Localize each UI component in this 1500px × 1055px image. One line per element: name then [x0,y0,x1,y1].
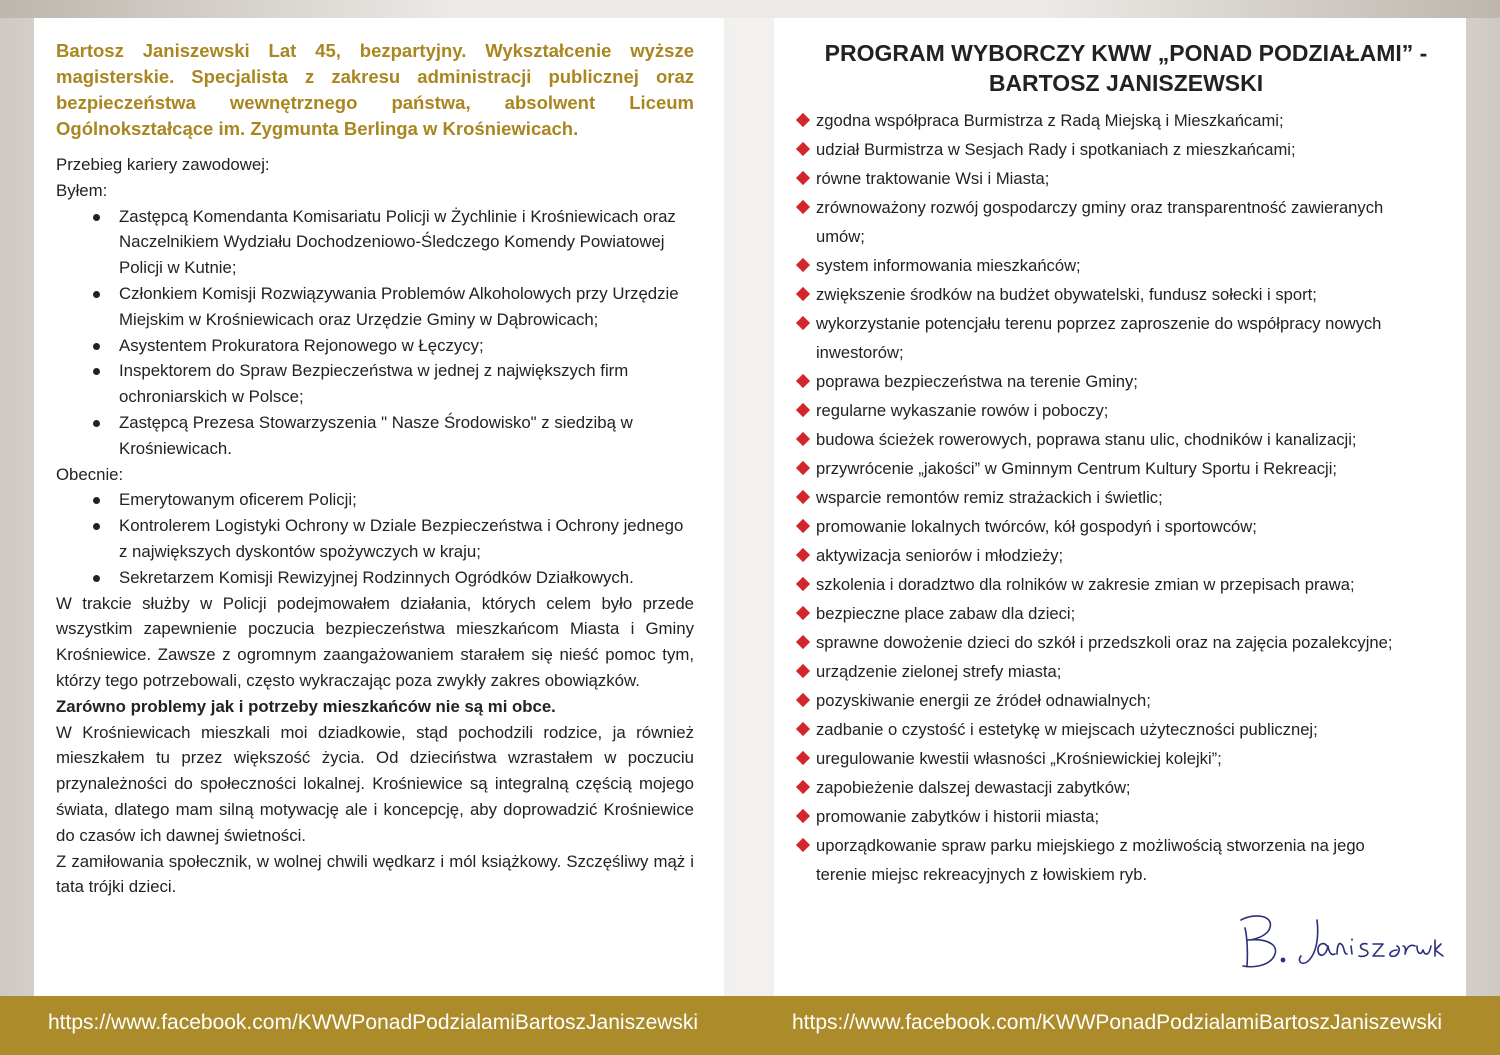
bullet-icon [93,368,100,375]
facebook-link-right[interactable]: https://www.facebook.com/KWWPonadPodzialamiBartoszJaniszewski [792,1011,1443,1034]
bold-statement: Zarówno problemy jak i potrzeby mieszkańców nie są mi obce. [56,696,556,716]
program-item: zadbanie o czystość i estetykę w miejscach użyteczności publicznej; [796,715,1456,744]
candidate-bio-panel [34,18,724,996]
diamond-bullet-icon [796,316,810,330]
program-item: bezpieczne place zabaw dla dzieci; [796,599,1456,628]
program-item: zrównoważony rozwój gospodarczy gminy oraz transparentność zawieranych umów; [796,193,1456,251]
bullet-icon [93,523,100,530]
program-item: uregulowanie kwestii własności „Krośniewickiej kolejki”; [796,744,1456,773]
program-item: zgodna współpraca Burmistrza z Radą Miejską i Mieszkańcami; [796,106,1456,135]
diamond-bullet-icon [796,374,810,388]
diamond-bullet-icon [796,461,810,475]
diamond-bullet-icon [796,403,810,417]
diamond-bullet-icon [796,258,810,272]
program-item: aktywizacja seniorów i młodzieży; [796,541,1456,570]
diamond-bullet-icon [796,432,810,446]
program-item: budowa ścieżek rowerowych, poprawa stanu ulic, chodników i kanalizacji; [796,425,1456,454]
diamond-bullet-icon [796,809,810,823]
current-positions-list [56,487,694,590]
program-item: udział Burmistrza w Sesjach Rady i spotkaniach z mieszkańcami; [796,135,1456,164]
diamond-bullet-icon [796,664,810,678]
diamond-bullet-icon [796,113,810,127]
bullet-icon [93,214,100,221]
list-item: Asystentem Prokuratora Rejonowego w Łęczycy; [91,333,694,359]
list-item: Członkiem Komisji Rozwiązywania Problemów Alkoholowych przy Urzędzie Miejskim w Krośniewicach oraz Urzędzie Gminy w Dąbrowicach; [91,281,694,333]
page-top-bar [0,0,1500,18]
program-item: szkolenia i doradztwo dla rolników w zakresie zmian w przepisach prawa; [796,570,1456,599]
career-section [56,152,694,900]
program-item: system informowania mieszkańców; [796,251,1456,280]
diamond-bullet-icon [796,142,810,156]
origins-paragraph: W Krośniewicach mieszkali moi dziadkowie, stąd pochodzili rodzice, ja również mieszkałem tu przez większość życia. Od dzieciństwa wzrastałem w poczuciu przynależności do społeczności lokalnej. Krośniewice są integralną częścią mojego świata, dlatego mam silną motywację ale i koncepcję, aby doprowadzić Krośniewice do czasów ich dawnej świetności. [56,722,694,845]
diamond-bullet-icon [796,751,810,765]
list-item: Zastępcą Prezesa Stowarzyszenia " Nasze Środowisko" z siedzibą w Krośniewicach. [91,410,694,462]
diamond-bullet-icon [796,287,810,301]
program-item: wykorzystanie potencjału terenu poprzez zaproszenie do współpracy nowych inwestorów; [796,309,1456,367]
program-item: regularne wykaszanie rowów i poboczy; [796,396,1456,425]
diamond-bullet-icon [796,780,810,794]
diamond-bullet-icon [796,693,810,707]
service-paragraph: W trakcie służby w Policji podejmowałem działania, których celem było przede wszystkim zapewnienie poczucia bezpieczeństwa mieszkańcom Miasta i Gminy Krośniewice. Zawsze z ogromnym zaangażowaniem starałem się nieść pomoc tym, którzy tego potrzebowali, często wykraczając poza zwykły zakres obowiązków. [56,593,694,690]
diamond-bullet-icon [796,200,810,214]
bullet-icon [93,343,100,350]
program-panel [774,18,1466,996]
program-item: promowanie zabytków i historii miasta; [796,802,1456,831]
diamond-bullet-icon [796,577,810,591]
past-label: Byłem: [56,180,108,200]
list-item: Zastępcą Komendanta Komisariatu Policji w Żychlinie i Krośniewicach oraz Naczelnikiem Wydziału Dochodzeniowo-Śledczego Komendy Powiatowej Policji w Kutnie; [91,204,694,281]
program-title-line2: BARTOSZ JANISZEWSKI [988,70,1264,96]
program-item: zwiększenie środków na budżet obywatelski, fundusz sołecki i sport; [796,280,1456,309]
list-item: Sekretarzem Komisji Rewizyjnej Rodzinnych Ogródków Działkowych. [91,565,694,591]
list-item: Kontrolerem Logistyki Ochrony w Dziale Bezpieczeństwa i Ochrony jednego z największych dyskontów spożywczych w kraju; [91,513,694,565]
diamond-bullet-icon [796,722,810,736]
program-item: sprawne dowożenie dzieci do szkół i przedszkoli oraz na zajęcia pozalekcyjne; [796,628,1456,657]
program-item: urządzenie zielonej strefy miasta; [796,657,1456,686]
bio-heading: Bartosz Janiszewski Lat 45, bezpartyjny. Wykształcenie wyższe magisterskie. Specjalista z zakresu administracji publicznej oraz bezpieczeństwa wewnętrznego państwa, absolwent Liceum Ogólnokształcące im. Zygmunta Berlinga w Krośniewicach. [56,40,694,139]
program-item: pozyskiwanie energii ze źródeł odnawialnych; [796,686,1456,715]
bullet-icon [93,291,100,298]
bullet-icon [93,575,100,582]
list-item: Inspektorem do Spraw Bezpieczeństwa w jednej z największych firm ochroniarskich w Polsce; [91,358,694,410]
diamond-bullet-icon [796,519,810,533]
program-item: przywrócenie „jakości” w Gminnym Centrum Kultury Sportu i Rekreacji; [796,454,1456,483]
personal-paragraph: Z zamiłowania społecznik, w wolnej chwili wędkarz i mól książkowy. Szczęśliwy mąż i tata trójki dzieci. [56,851,694,897]
facebook-link-left[interactable]: https://www.facebook.com/KWWPonadPodzialamiBartoszJaniszewski [48,1011,699,1034]
bullet-icon [93,420,100,427]
diamond-bullet-icon [796,490,810,504]
program-title-line1: PROGRAM WYBORCZY KWW „PONAD PODZIAŁAMI” - [824,40,1428,66]
diamond-bullet-icon [796,171,810,185]
program-item: zapobieżenie dalszej dewastacji zabytków; [796,773,1456,802]
diamond-bullet-icon [796,838,810,852]
diamond-bullet-icon [796,548,810,562]
past-positions-list [56,204,694,462]
bullet-icon [93,497,100,504]
career-label: Przebieg kariery zawodowej: [56,155,270,174]
current-label: Obecnie: [56,464,124,484]
program-item: wsparcie remontów remiz strażackich i świetlic; [796,483,1456,512]
program-item: promowanie lokalnych twórców, kół gospodyń i sportowców; [796,512,1456,541]
program-item: równe traktowanie Wsi i Miasta; [796,164,1456,193]
diamond-bullet-icon [796,606,810,620]
list-item: Emerytowanym oficerem Policji; [91,487,694,513]
program-list [796,106,1456,889]
program-item: poprawa bezpieczeństwa na terenie Gminy; [796,367,1456,396]
program-item: uporządkowanie spraw parku miejskiego z możliwością stworzenia na jego terenie miejsc rekreacyjnych z łowiskiem ryb. [796,831,1456,889]
program-title [796,38,1456,98]
signature [1231,906,1446,976]
diamond-bullet-icon [796,635,810,649]
